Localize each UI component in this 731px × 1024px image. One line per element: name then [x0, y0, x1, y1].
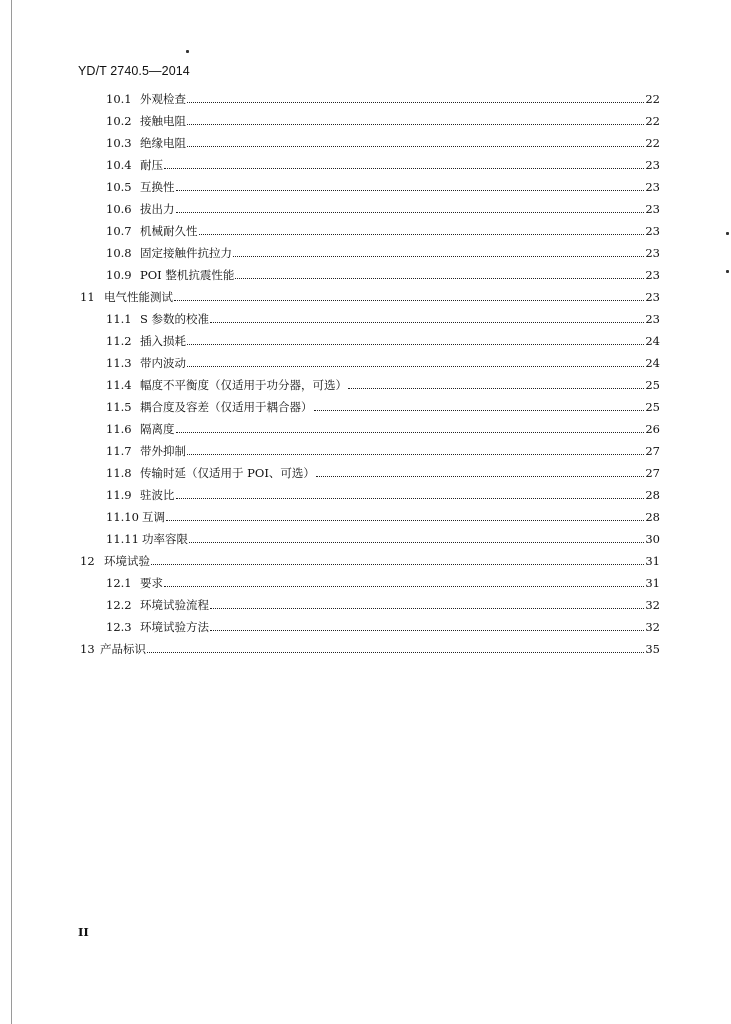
toc-entry[interactable] [106, 572, 660, 594]
toc-entry-number: 10.9 [106, 268, 132, 282]
toc-entry[interactable] [106, 176, 660, 198]
toc-entry-number: 11.1 [106, 312, 132, 326]
toc-entry-title: 带外抑制 [140, 444, 186, 458]
toc-entry-page: 32 [645, 598, 660, 612]
toc-entry-title: 机械耐久性 [140, 224, 198, 238]
toc-entry-title: POI 整机抗震性能 [140, 268, 235, 282]
toc-entry-title: 绝缘电阻 [140, 136, 186, 150]
toc-entry-title: 功率容限 [142, 532, 188, 546]
toc-entry[interactable] [106, 242, 660, 264]
toc-entry-number: 11.8 [106, 466, 132, 480]
toc-entry-title: 接触电阻 [140, 114, 186, 128]
toc-entry-page: 22 [645, 136, 660, 150]
scan-edge-line [11, 0, 12, 1024]
toc-entry-number: 11.5 [106, 400, 132, 414]
toc-leader-dots [189, 541, 644, 543]
toc-entry-number: 11.9 [106, 488, 132, 502]
toc-entry-number: 11.11 [106, 532, 139, 546]
toc-entry-number: 12.2 [106, 598, 132, 612]
toc-entry-title: 要求 [140, 576, 163, 590]
toc-entry-page: 23 [645, 290, 660, 304]
toc-entry-number: 12.3 [106, 620, 132, 634]
toc-leader-dots [147, 651, 644, 653]
toc-leader-dots [187, 145, 644, 147]
toc-entry-number: 10.4 [106, 158, 132, 172]
toc-entry[interactable] [106, 440, 660, 462]
toc-entry[interactable] [106, 330, 660, 352]
toc-entry-page: 28 [645, 510, 660, 524]
toc-leader-dots [235, 277, 644, 279]
toc-entry-page: 23 [645, 224, 660, 238]
toc-entry-number: 11.6 [106, 422, 132, 436]
toc-entry[interactable] [80, 286, 660, 308]
toc-entry-page: 30 [645, 532, 660, 546]
toc-entry-title: 耦合度及容差（仅适用于耦合器） [140, 400, 313, 414]
toc-leader-dots [210, 607, 644, 609]
toc-entry-title: 外观检查 [140, 92, 186, 106]
toc-entry-page: 31 [645, 576, 660, 590]
toc-entry-title: 插入损耗 [140, 334, 186, 348]
toc-entry-title: 互调 [142, 510, 165, 524]
toc-leader-dots [176, 431, 645, 433]
toc-entry-page: 23 [645, 202, 660, 216]
toc-leader-dots [187, 343, 644, 345]
toc-leader-dots [176, 211, 645, 213]
toc-entry-page: 23 [645, 268, 660, 282]
toc-leader-dots [314, 409, 645, 411]
toc-entry-number: 13 [80, 642, 95, 656]
toc-entry[interactable] [106, 528, 660, 550]
toc-entry[interactable] [106, 132, 660, 154]
toc-entry-page: 24 [645, 356, 660, 370]
toc-entry[interactable] [80, 638, 660, 660]
toc-entry-page: 22 [645, 92, 660, 106]
toc-entry-page: 32 [645, 620, 660, 634]
toc-leader-dots [151, 563, 644, 565]
toc-leader-dots [210, 321, 644, 323]
page-numeral: II [78, 925, 89, 939]
toc-entry[interactable] [106, 198, 660, 220]
toc-entry[interactable] [106, 264, 660, 286]
toc-entry-title: 拔出力 [140, 202, 175, 216]
toc-entry[interactable] [106, 154, 660, 176]
toc-entry-title: 驻波比 [140, 488, 175, 502]
toc-entry-title: 固定接触件抗拉力 [140, 246, 232, 260]
toc-entry-title: 幅度不平衡度（仅适用于功分器，可选） [140, 378, 347, 392]
toc-entry-page: 35 [645, 642, 660, 656]
toc-entry[interactable] [106, 418, 660, 440]
toc-entry-number: 12 [80, 554, 95, 568]
toc-leader-dots [166, 519, 644, 521]
toc-entry[interactable] [80, 550, 660, 572]
toc-entry-page: 31 [645, 554, 660, 568]
toc-entry-page: 23 [645, 180, 660, 194]
toc-leader-dots [176, 189, 645, 191]
toc-entry[interactable] [106, 616, 660, 638]
toc-leader-dots [187, 123, 644, 125]
toc-entry-page: 27 [645, 466, 660, 480]
toc-leader-dots [348, 387, 644, 389]
toc-leader-dots [164, 585, 644, 587]
toc-entry-title: 耐压 [140, 158, 163, 172]
toc-entry[interactable] [106, 110, 660, 132]
toc-entry-page: 25 [645, 378, 660, 392]
toc-entry-title: 环境试验流程 [140, 598, 209, 612]
toc-entry-page: 25 [645, 400, 660, 414]
toc-entry-number: 10.8 [106, 246, 132, 260]
toc-entry-title: 互换性 [140, 180, 175, 194]
toc-leader-dots [187, 365, 644, 367]
toc-entry-number: 11.3 [106, 356, 132, 370]
toc-entry-page: 24 [645, 334, 660, 348]
toc-leader-dots [187, 453, 644, 455]
toc-leader-dots [210, 629, 644, 631]
toc-entry[interactable] [106, 308, 660, 330]
toc-leader-dots [174, 299, 644, 301]
toc-entry[interactable] [106, 506, 660, 528]
toc-entry-page: 23 [645, 158, 660, 172]
toc-entry[interactable] [106, 352, 660, 374]
toc-entry-title: 产品标识 [100, 642, 146, 656]
scan-speck [726, 232, 729, 235]
toc-entry-page: 23 [645, 246, 660, 260]
document-code: YD/T 2740.5—2014 [78, 64, 190, 78]
toc-entry[interactable] [106, 484, 660, 506]
toc-entry[interactable] [106, 374, 660, 396]
toc-entry[interactable] [106, 462, 660, 484]
toc-entry-number: 10.7 [106, 224, 132, 238]
toc-entry-title: 带内波动 [140, 356, 186, 370]
toc-leader-dots [199, 233, 645, 235]
toc-leader-dots [187, 101, 644, 103]
toc-entry-page: 26 [645, 422, 660, 436]
toc-entry[interactable] [106, 88, 660, 110]
scan-speck [186, 50, 189, 53]
toc-entry-number: 11 [80, 290, 95, 304]
toc-entry-title: 传输时延（仅适用于 POI、可选） [140, 466, 315, 480]
toc-entry[interactable] [106, 220, 660, 242]
toc-entry-number: 11.7 [106, 444, 132, 458]
toc-entry-number: 10.6 [106, 202, 132, 216]
toc-entry-number: 10.3 [106, 136, 132, 150]
toc-entry-title: 环境试验 [104, 554, 150, 568]
toc-entry-number: 11.10 [106, 510, 139, 524]
toc-entry-number: 11.2 [106, 334, 132, 348]
toc-entry-number: 11.4 [106, 378, 132, 392]
toc-entry[interactable] [106, 594, 660, 616]
toc-leader-dots [176, 497, 645, 499]
toc-entry-page: 27 [645, 444, 660, 458]
toc-leader-dots [316, 475, 644, 477]
toc-entry-page: 28 [645, 488, 660, 502]
toc-entry-title: 隔离度 [140, 422, 175, 436]
toc-entry-number: 10.2 [106, 114, 132, 128]
toc-entry-number: 12.1 [106, 576, 132, 590]
toc-entry-number: 10.5 [106, 180, 132, 194]
toc-entry[interactable] [106, 396, 660, 418]
toc-entry-page: 23 [645, 312, 660, 326]
toc-entry-page: 22 [645, 114, 660, 128]
toc-entry-title: 电气性能测试 [104, 290, 173, 304]
toc-leader-dots [164, 167, 644, 169]
toc-entry-number: 10.1 [106, 92, 132, 106]
toc-leader-dots [233, 255, 644, 257]
toc-entry-title: 环境试验方法 [140, 620, 209, 634]
scan-speck [726, 270, 729, 273]
toc-entry-title: S 参数的校准 [140, 312, 210, 326]
